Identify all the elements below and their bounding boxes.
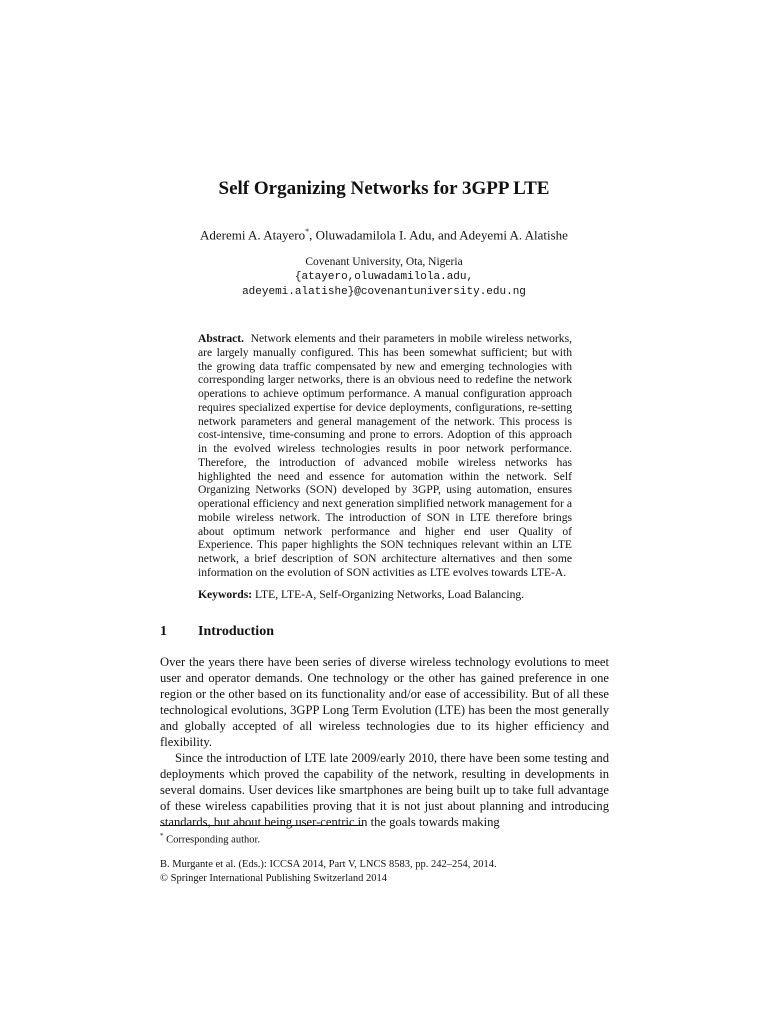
abstract-text: Network elements and their parameters in mobile wireless networks, are largely manually configured. This has been somewhat sufficient; but with the growing data traffic compensated by new and emerging technologies with corresponding larger networks, there is an obvious need to redefine the network operations to achieve optimum performance. A manual configuration approach requires specialized expertise for device deployments, configurations, re-setting network parameters and general management of the network. This process is cost-intensive, time-consuming and prone to errors. Adoption of this approach in the evolved wireless technologies results in poor network performance. Therefore, the introduction of advanced mobile wireless networks has highlighted the need and essence for automation within the network. Self Organizing Networks (SON) developed by 3GPP, using automation, ensures operational efficiency and next generation simplified network management for a mobile wireless network. The introduction of SON in LTE therefore brings about optimum network performance and higher end user Quality of Experience. This paper highlights the SON techniques relevant within an LTE network, a brief description of SON architecture alternatives and then some information on the evolution of SON activities as LTE evolves towards LTE-A. bbox=[198, 332, 572, 579]
copyright-line: © Springer International Publishing Switzerland 2014 bbox=[160, 873, 387, 884]
paper-title: Self Organizing Networks for 3GPP LTE bbox=[218, 178, 550, 199]
corresponding-author-mark: * bbox=[305, 227, 310, 236]
footnote-divider bbox=[160, 825, 362, 826]
author-emails-line-1: {atayero,oluwadamilola.adu, bbox=[294, 271, 474, 283]
footnote bbox=[160, 832, 260, 846]
paragraph: Since the introduction of LTE late 2009/early 2010, there have been some testing and deployments which proved the capability of the network, resulting in developments in several domains. User devices like smartphones are being built up to take full advantage of these wireless capabilities proving that it is not just about planning and introducing standards, but about being user-centric in the goals towards making bbox=[160, 750, 609, 829]
citation-line: B. Murgante et al. (Eds.): ICCSA 2014, Part V, LNCS 8583, pp. 242–254, 2014. bbox=[160, 859, 497, 870]
section-body bbox=[160, 655, 609, 830]
abstract bbox=[198, 332, 572, 580]
paragraph: Over the years there have been series of diverse wireless technology evolutions to meet user and operator demands. One technology or the other has gained preference in one region or the other based on its functionality and/or ease of accessibility. But of all these technological evolutions, 3GPP Long Term Evolution (LTE) has been the most generally and globally accepted of all wireless technologies due to its higher efficiency and flexibility. bbox=[160, 655, 609, 749]
footnote-mark: * bbox=[160, 832, 164, 840]
author-primary: Aderemi A. Atayero bbox=[200, 227, 306, 243]
keywords-text: LTE, LTE-A, Self-Organizing Networks, Load Balancing. bbox=[255, 588, 525, 601]
affiliation: Covenant University, Ota, Nigeria bbox=[305, 256, 463, 268]
keywords bbox=[198, 588, 572, 601]
footnote-text: Corresponding author. bbox=[163, 834, 261, 846]
section-number: 1 bbox=[160, 624, 167, 639]
keywords-label: Keywords: bbox=[198, 588, 253, 601]
author-emails-line-2: adeyemi.alatishe}@covenantuniversity.edu.ng bbox=[242, 286, 526, 298]
section-heading bbox=[160, 624, 274, 640]
abstract-label: Abstract. bbox=[198, 332, 245, 345]
section-title: Introduction bbox=[198, 624, 274, 639]
author-others: , Oluwadamilola I. Adu, and Adeyemi A. Alatishe bbox=[309, 227, 568, 243]
author-list bbox=[0, 227, 768, 243]
